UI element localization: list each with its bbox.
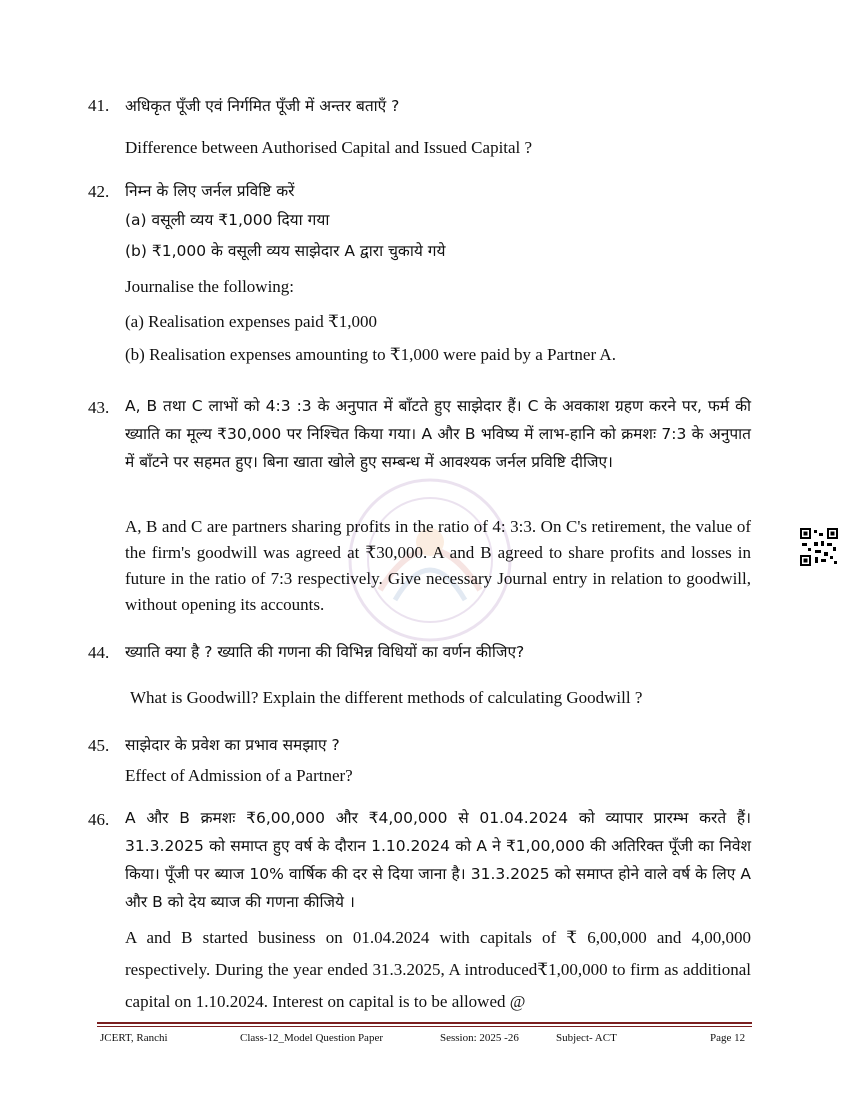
footer-rule	[97, 1026, 752, 1027]
footer-subject: Subject- ACT	[556, 1032, 617, 1044]
footer-session: Session: 2025 -26	[440, 1032, 519, 1044]
footer-rule	[97, 1022, 752, 1024]
question-english-part-b: (b) Realisation expenses amounting to ₹1,000 were paid by a Partner A.	[125, 345, 616, 364]
footer-paper: Class-12_Model Question Paper	[240, 1032, 383, 1044]
question-hindi-part-a: (a) वसूली व्यय ₹1,000 दिया गया	[125, 211, 330, 229]
question-hindi-heading: निम्न के लिए जर्नल प्रविष्टि करें	[125, 182, 295, 200]
question-english: What is Goodwill? Explain the different methods of calculating Goodwill ?	[130, 688, 643, 707]
question-english: Difference between Authorised Capital and Issued Capital ?	[125, 138, 533, 157]
qr-code-icon	[800, 528, 838, 566]
question-english: A, B and C are partners sharing profits in the ratio of 4: 3:3. On C's retirement, the value of the firm's goodwill was agreed at ₹30,000. A and B agreed to share profits and losses in future in the ratio of 7:3 respectively. Give necessary Journal entry in relation to goodwill, without opening its accounts.	[125, 517, 751, 614]
question-number: 45.	[88, 736, 110, 755]
question-number: 46.	[88, 810, 110, 829]
question-english: Effect of Admission of a Partner?	[125, 766, 353, 785]
footer-institute: JCERT, Ranchi	[100, 1032, 168, 1044]
question-hindi: A, B तथा C लाभों को 4:3 :3 के अनुपात में बाँटते हुए साझेदार हैं। C के अवकाश ग्रहण करने पर, फर्म की ख्याति का मूल्य ₹30,000 पर निश्चित किया गया। A और B भविष्य में लाभ-हानि को क्रमशः 7:3 के अनुपात में बाँटने पर सहमत हुए। बिना खाता खोले हुए सम्बन्ध में आवश्यक जर्नल प्रविष्टि दीजिए।	[125, 397, 751, 471]
question-number: 42.	[88, 182, 110, 201]
question-english: A and B started business on 01.04.2024 with capitals of ₹ 6,00,000 and 4,00,000 respectively. During the year ended 31.3.2025, A introduced₹1,00,000 to firm as additional capital on 1.10.2024. Interest on capital is to be allowed @	[125, 928, 751, 1011]
footer-page-number: Page 12	[710, 1032, 746, 1044]
question-hindi: ख्याति क्या है ? ख्याति की गणना की विभिन्न विधियों का वर्णन कीजिए?	[125, 643, 525, 661]
question-hindi-part-b: (b) ₹1,000 के वसूली व्यय साझेदार A द्वारा चुकाये गये	[125, 242, 446, 260]
question-hindi: अधिकृत पूँजी एवं निर्गमित पूँजी में अन्तर बताएँ ?	[125, 97, 400, 115]
question-english-part-a: (a) Realisation expenses paid ₹1,000	[125, 312, 378, 331]
question-hindi: साझेदार के प्रवेश का प्रभाव समझाए ?	[125, 736, 340, 754]
question-number: 44.	[88, 643, 110, 662]
question-number: 43.	[88, 398, 110, 417]
question-english-heading: Journalise the following:	[125, 277, 295, 296]
question-number: 41.	[88, 96, 110, 115]
question-hindi: A और B क्रमशः ₹6,00,000 और ₹4,00,000 से 01.04.2024 को व्यापार प्रारम्भ करते हैं। 31.3.2025 को समाप्त हुए वर्ष के दौरान 1.10.2024 को A ने ₹1,00,000 की अतिरिक्त पूँजी का निवेश किया। पूँजी पर ब्याज 10% वार्षिक की दर से दिया जाना है। 31.3.2025 को समाप्त होने वाले वर्ष के लिए A और B को देय ब्याज की गणना कीजिये ।	[125, 809, 751, 911]
